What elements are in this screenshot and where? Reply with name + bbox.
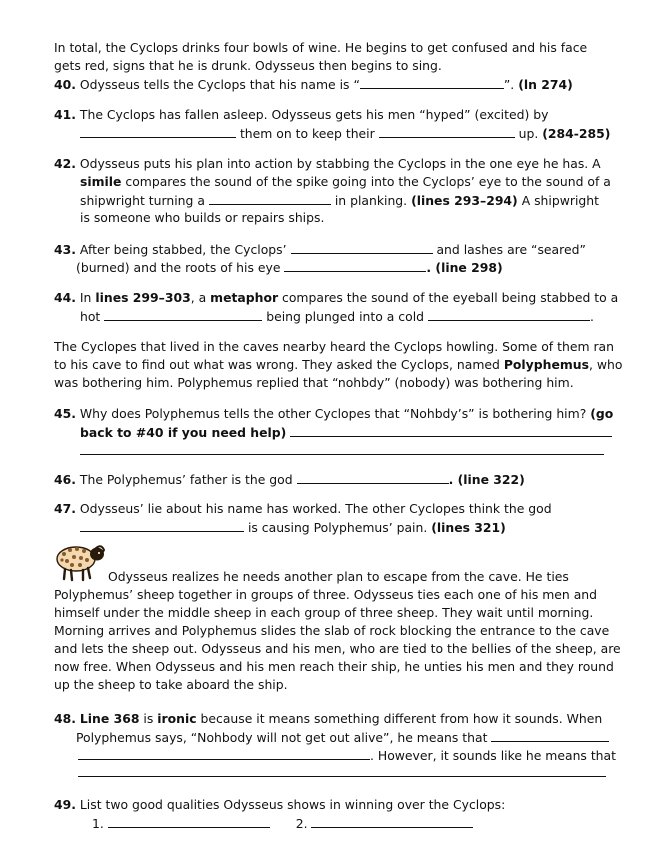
question-45 xyxy=(54,406,613,422)
question-text: In xyxy=(79,290,92,305)
question-44 xyxy=(54,290,618,306)
question-46 xyxy=(54,471,525,488)
question-text: is xyxy=(143,711,154,726)
question-48-line-3 xyxy=(78,747,616,764)
intro-line-2: gets red, signs that he is drunk. Odysseus then begins to sing. xyxy=(54,58,442,73)
question-text: shipwright turning a xyxy=(80,193,205,208)
answer-blank[interactable] xyxy=(78,747,370,760)
question-text: A shipwright xyxy=(521,193,599,208)
para2-line-2 xyxy=(54,357,622,373)
question-42-line-2 xyxy=(80,174,611,190)
line-reference: (lines 321) xyxy=(431,520,506,535)
answer-blank[interactable] xyxy=(80,519,244,532)
question-text: The Cyclops has fallen asleep. Odysseus gets his men “hyped” (excited) by xyxy=(79,107,549,122)
line-reference: . (line 298) xyxy=(426,260,503,275)
question-text: hot xyxy=(80,309,101,324)
line-reference: (284-285) xyxy=(542,126,611,141)
line-reference: Line 368 xyxy=(79,711,140,726)
question-41-line-2 xyxy=(80,125,610,142)
answer-blank-2[interactable] xyxy=(311,815,473,828)
para3-line-5: and lets the sheep out. Odysseus and his men, who are tied to the bellies of the sheep, are xyxy=(54,641,621,656)
question-text: The Polyphemus’ father is the god xyxy=(79,472,293,487)
question-text: is causing Polyphemus’ pain. xyxy=(247,520,428,535)
answer-blank[interactable] xyxy=(491,729,609,742)
para3-line-3: himself under the middle sheep in each group of three sheep. They wait until morning. xyxy=(54,605,594,620)
answer-blank[interactable] xyxy=(291,241,433,254)
question-text: up. xyxy=(518,126,539,141)
answer-blank[interactable] xyxy=(297,471,449,484)
question-text: in planking. xyxy=(334,193,408,208)
para-text: , who xyxy=(588,357,623,372)
question-41 xyxy=(54,107,548,123)
question-text: Odysseus puts his plan into action by stabbing the Cyclops in the one eye he has. A xyxy=(79,156,601,171)
para2-line-1: The Cyclopes that lived in the caves nearby heard the Cyclops howling. Some of them ran xyxy=(54,339,614,354)
answer-blank[interactable] xyxy=(360,76,504,89)
question-43-line-2 xyxy=(76,259,503,276)
line-reference: (ln 274) xyxy=(518,77,573,92)
name-polyphemus: Polyphemus xyxy=(503,357,589,372)
term-ironic: ironic xyxy=(157,711,197,726)
intro-line-1: In total, the Cyclops drinks four bowls of wine. He begins to get confused and his face xyxy=(54,40,588,55)
answer-label-1: 1. xyxy=(92,816,104,831)
para3-line-2: Polyphemus’ sheep together in groups of three. Odysseus ties each one of his men and xyxy=(54,587,598,602)
question-text: . However, it sounds like he means that xyxy=(370,748,616,763)
question-number: 40. xyxy=(54,77,76,92)
question-42-line-4: is someone who builds or repairs ships. xyxy=(80,210,325,225)
question-number: 44. xyxy=(54,290,76,305)
question-47 xyxy=(54,501,552,517)
term-simile: simile xyxy=(80,174,122,189)
para2-line-3: was bothering him. Polyphemus replied that “nohbdy” (nobody) was bothering him. xyxy=(54,375,574,390)
para3-line-1: Odysseus realizes he needs another plan to escape from the cave. He ties xyxy=(108,569,569,584)
question-text: . xyxy=(589,309,594,324)
answer-blank[interactable] xyxy=(80,125,236,138)
question-text: ”. xyxy=(503,77,515,92)
line-reference: . (line 322) xyxy=(448,472,525,487)
sheep-icon xyxy=(54,540,106,582)
answer-line[interactable] xyxy=(80,454,604,455)
question-number: 49. xyxy=(54,797,76,812)
question-text: because it means something different from how it sounds. When xyxy=(200,711,603,726)
line-reference: lines 299–303 xyxy=(95,290,191,305)
question-text: After being stabbed, the Cyclops’ xyxy=(79,242,287,257)
answer-blank-1[interactable] xyxy=(108,815,270,828)
answer-blank[interactable] xyxy=(290,424,612,437)
question-number: 47. xyxy=(54,501,76,516)
term-metaphor: metaphor xyxy=(210,290,279,305)
question-text: compares the sound of the eyeball being stabbed to a xyxy=(282,290,619,305)
question-text: them on to keep their xyxy=(239,126,375,141)
question-number: 45. xyxy=(54,406,76,421)
question-text: List two good qualities Odysseus shows in winning over the Cyclops: xyxy=(79,797,506,812)
question-42 xyxy=(54,156,601,172)
question-text: Odysseus tells the Cyclops that his name is “ xyxy=(79,77,360,92)
para3-line-6: now free. When Odysseus and his men reach their ship, he unties his men and they round xyxy=(54,659,614,674)
para-text: to his cave to find out what was wrong. They asked the Cyclops, named xyxy=(54,357,500,372)
question-text: being plunged into a cold xyxy=(266,309,425,324)
question-49-answers xyxy=(92,815,473,832)
para3-line-7: up the sheep to take aboard the ship. xyxy=(54,677,288,692)
question-number: 43. xyxy=(54,242,76,257)
question-text: (burned) and the roots of his eye xyxy=(76,260,281,275)
question-49 xyxy=(54,797,505,813)
question-number: 42. xyxy=(54,156,76,171)
question-48 xyxy=(54,711,602,727)
question-text: , a xyxy=(190,290,207,305)
question-43 xyxy=(54,241,586,258)
question-text: and lashes are “seared” xyxy=(436,242,586,257)
question-number: 41. xyxy=(54,107,76,122)
question-47-line-2 xyxy=(80,519,506,536)
answer-blank[interactable] xyxy=(284,259,426,272)
hint: back to #40 if you need help) xyxy=(80,425,287,440)
question-text: compares the sound of the spike going into the Cyclops’ eye to the sound of a xyxy=(125,174,611,189)
answer-blank[interactable] xyxy=(104,308,262,321)
question-45-line-2 xyxy=(80,424,612,441)
answer-label-2: 2. xyxy=(295,816,308,831)
question-number: 46. xyxy=(54,472,76,487)
answer-blank[interactable] xyxy=(428,308,590,321)
line-reference: (lines 293–294) xyxy=(411,193,518,208)
answer-blank[interactable] xyxy=(379,125,515,138)
question-text: Why does Polyphemus tells the other Cyclopes that “Nohbdy’s” is bothering him? xyxy=(79,406,587,421)
answer-blank[interactable] xyxy=(209,192,331,205)
question-number: 48. xyxy=(54,711,76,726)
question-40 xyxy=(54,76,573,93)
question-42-line-3 xyxy=(80,192,599,209)
question-44-line-2 xyxy=(80,308,594,325)
question-text: Polyphemus says, “Nohbody will not get out alive”, he means that xyxy=(76,730,488,745)
question-text: Odysseus’ lie about his name has worked. The other Cyclopes think the god xyxy=(79,501,552,516)
hint: (go xyxy=(590,406,614,421)
question-48-line-2 xyxy=(76,729,609,746)
para3-line-4: Morning arrives and Polyphemus slides the slab of rock blocking the entrance to the cave xyxy=(54,623,610,638)
answer-line[interactable] xyxy=(78,776,606,777)
